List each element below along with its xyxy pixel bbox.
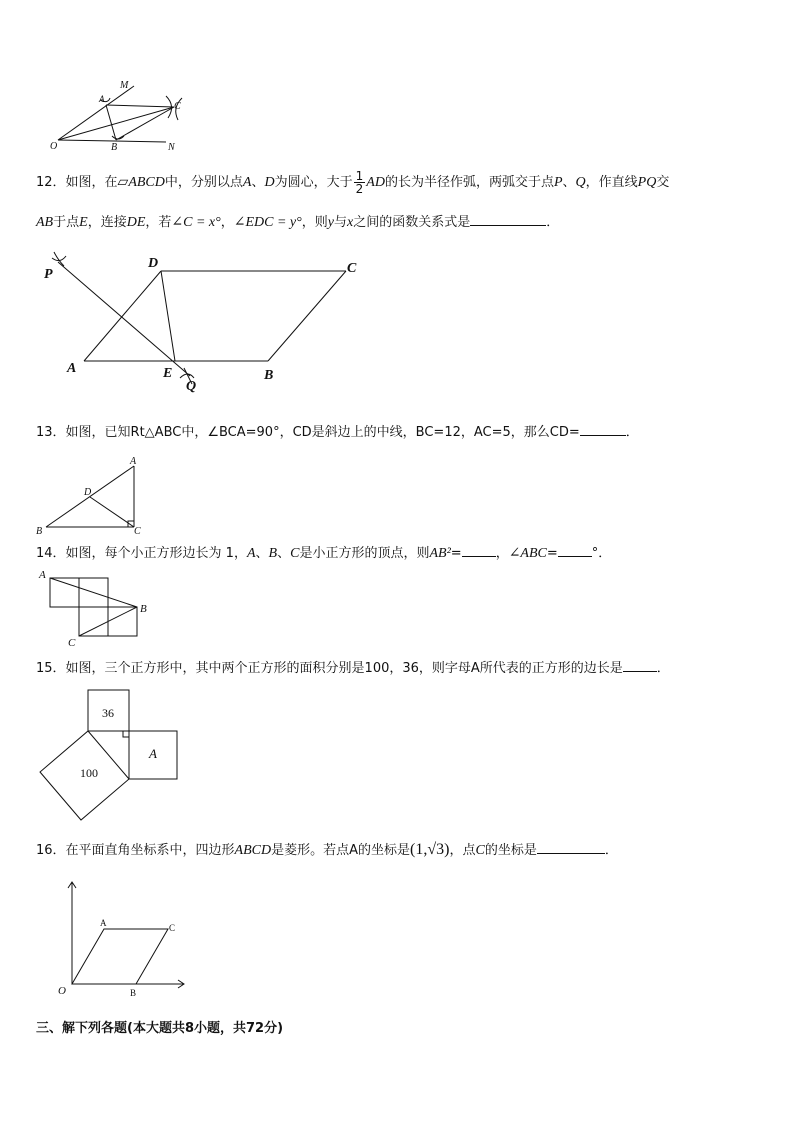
label-c: C [134, 526, 141, 536]
label-p: P [44, 267, 53, 282]
line-ab [106, 105, 116, 140]
question-15: 15．如图，三个正方形中，其中两个正方形的面积分别是100，36，则字母A所代表的正方形的边长是 ． [36, 658, 670, 679]
line-ac [106, 105, 174, 107]
fraction-one-half: $\frac{1}{2}$ [355, 169, 364, 196]
figure-q15 [36, 686, 186, 826]
grid-square-4 [108, 607, 137, 636]
line-oc [58, 107, 174, 140]
label-b: B [111, 142, 118, 152]
label-c: C [347, 261, 357, 276]
ray-om [58, 86, 134, 140]
label-a: A [149, 746, 157, 761]
figure-q11 [44, 78, 194, 152]
answer-blank-q13[interactable] [580, 422, 626, 436]
line-pq [58, 262, 190, 376]
figure-q16 [46, 876, 196, 1006]
label-q: Q [186, 379, 197, 394]
side-ad [84, 271, 161, 361]
label-b: B [130, 988, 137, 998]
rhombus [72, 929, 168, 984]
median-cd [90, 497, 134, 527]
label-c: C [169, 923, 176, 933]
label-b: B [36, 526, 43, 536]
label-a: A [130, 456, 137, 467]
line-bc [116, 107, 174, 140]
label-d: D [84, 487, 92, 498]
label-b: B [140, 603, 147, 615]
grid-square-3 [79, 607, 108, 636]
label-a: A [100, 918, 107, 928]
label-d: D [148, 256, 159, 271]
segment-de [161, 271, 175, 361]
answer-blank-q16[interactable] [537, 840, 605, 854]
answer-blank-q14-ab[interactable] [462, 543, 496, 557]
label-o: O [50, 141, 58, 152]
question-12-line-2: AB于点E，连接DE，若∠C = x°，∠EDC = y°，则y与x之间的函数关系式是 ． [36, 212, 559, 233]
label-n: N [168, 142, 175, 152]
answer-blank-q15[interactable] [623, 658, 657, 672]
question-16: 16．在平面直角坐标系中，四边形ABCD是菱形。若点A的坐标是(1,√3)，点C的坐标是 ． [36, 841, 618, 858]
label-a: A [67, 361, 77, 376]
segment-ab [50, 578, 137, 607]
right-angle-mark [123, 731, 129, 737]
label-a: A [99, 94, 105, 104]
answer-blank-q14-angle[interactable] [558, 543, 592, 557]
label-o: O [58, 985, 66, 997]
answer-blank-q12[interactable] [470, 212, 546, 226]
figure-q14 [36, 568, 156, 650]
question-12-line-1: 12．如图，在▱ABCD中，分别以点A、D为圆心，大于 $\frac{1}{2}$ AD的长为半径作弧，两弧交于点P、Q，作直线PQ交 [36, 169, 670, 196]
label-36: 36 [102, 706, 114, 720]
label-c: C [68, 637, 76, 649]
question-14: 14．如图，每个小正方形边长为 1，A、B、C是小正方形的顶点，则AB²= ，∠ABC= °． [36, 543, 611, 564]
label-m: M [120, 80, 129, 91]
side-bc [268, 271, 346, 361]
label-100: 100 [80, 766, 98, 780]
label-e: E [163, 366, 173, 381]
figure-q12 [38, 248, 368, 398]
figure-q13 [34, 452, 154, 536]
label-a: A [39, 569, 46, 581]
question-13: 13．如图，已知Rt△ABC中，∠BCA=90°，CD是斜边上的中线，BC=12，AC=5，那么CD= ． [36, 422, 639, 443]
label-c: C [174, 101, 181, 112]
label-b: B [264, 368, 274, 383]
section-heading: 三、解下列各题(本大题共8小题，共72分) [36, 1021, 284, 1036]
